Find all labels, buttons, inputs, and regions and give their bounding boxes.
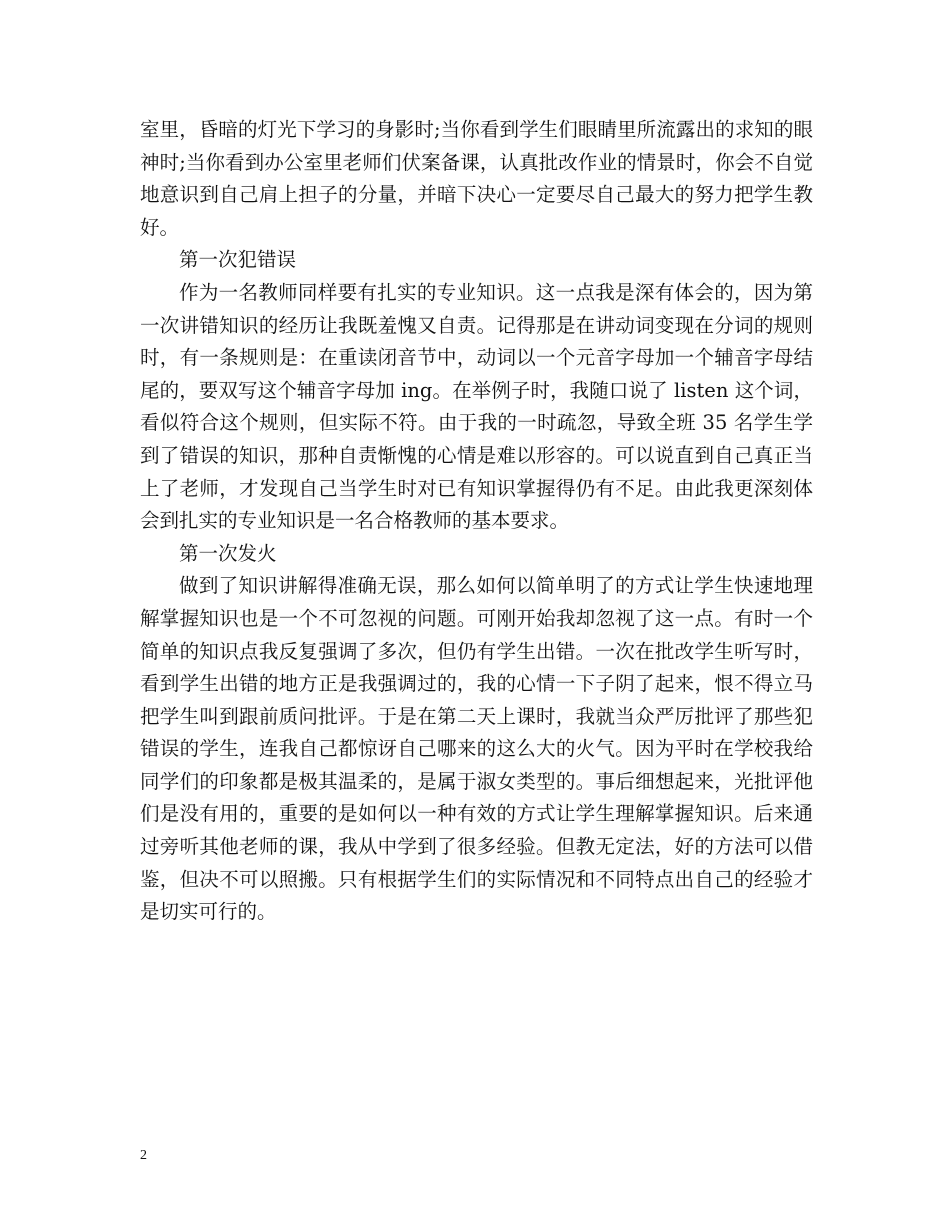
section-heading-first-anger: 第一次发火 — [179, 541, 277, 565]
document-body — [140, 114, 813, 929]
section-heading-first-mistake: 第一次犯错误 — [179, 248, 297, 272]
paragraph-first-mistake: 作为一名教师同样要有扎实的专业知识。这一点我是深有体会的，因为第一次讲错知识的经历让我既羞愧又自责。记得那是在讲动词变现在分词的规则时，有一条规则是：在重读闭音节中，动词以一个元音字母加一个辅音字母结尾的，要双写这个辅音字母加 ing。在举例子时，我随口说了 listen 这个词，看似符合这个规则，但实际不符。由于我的一时疏忽，导致全班 35 名学生学到了错误的知识，那种自责惭愧的心情是难以形容的。可以说直到自己真正当上了老师，才发现自己当学生时对已有知识掌握得仍有不足。由此我更深刻体会到扎实的专业知识是一名合格教师的基本要求。 — [140, 280, 813, 533]
page-number: 2 — [140, 1148, 147, 1163]
paragraph-continuation: 室里，昏暗的灯光下学习的身影时;当你看到学生们眼睛里所流露出的求知的眼神时;当你看到办公室里老师们伏案备课，认真批改作业的情景时，你会不自觉地意识到自己肩上担子的分量，并暗下决心一定要尽自己最大的努力把学生教好。 — [140, 118, 813, 239]
paragraph-first-anger: 做到了知识讲解得准确无误，那么如何以简单明了的方式让学生快速地理解掌握知识也是一个不可忽视的问题。可刚开始我却忽视了这一点。有时一个简单的知识点我反复强调了多次，但仍有学生出错。一次在批改学生听写时，看到学生出错的地方正是我强调过的，我的心情一下子阴了起来，恨不得立马把学生叫到跟前质问批评。于是在第二天上课时，我就当众严厉批评了那些犯错误的学生，连我自己都惊讶自己哪来的这么大的火气。因为平时在学校我给同学们的印象都是极其温柔的，是属于淑女类型的。事后细想起来，光批评他们是没有用的，重要的是如何以一种有效的方式让学生理解掌握知识。后来通过旁听其他老师的课，我从中学到了很多经验。但教无定法，好的方法可以借鉴，但决不可以照搬。只有根据学生们的实际情况和不同特点出自己的经验才是切实可行的。 — [140, 574, 813, 924]
